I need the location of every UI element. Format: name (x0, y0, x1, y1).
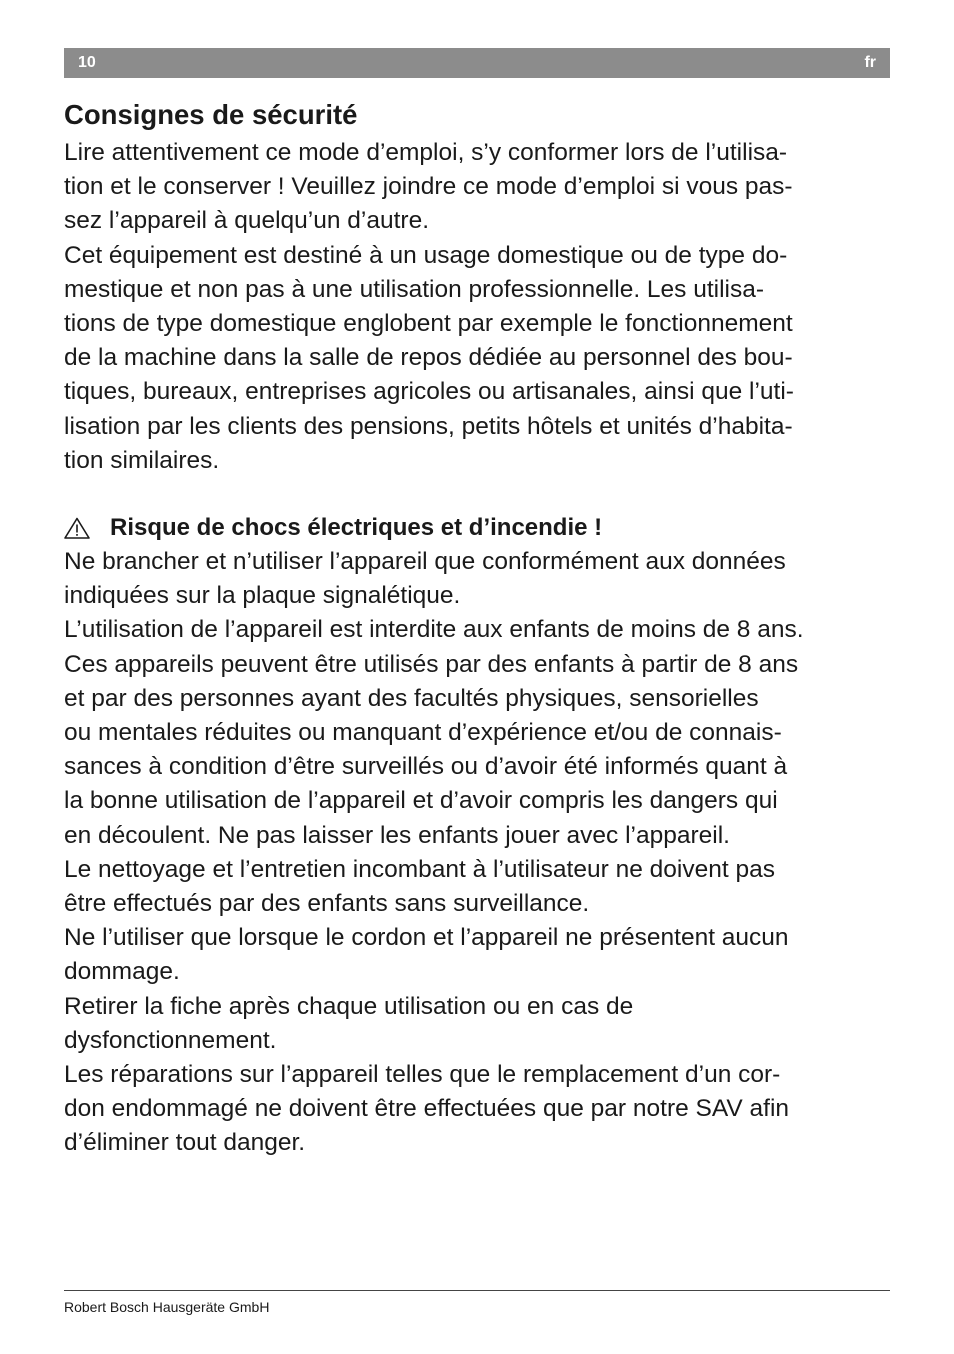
page-header-bar (64, 48, 890, 78)
intro-line: sez l’appareil à quelqu’un d’autre. (64, 207, 430, 235)
language-code: fr (864, 54, 876, 71)
warning-line: être effectués par des enfants sans surveillance. (64, 890, 590, 918)
intro-line: tions de type domestique englobent par exemple le fonctionnement (64, 310, 793, 338)
warning-text (64, 545, 894, 1161)
warning-line: Le nettoyage et l’entretien incombant à l’utilisateur ne doivent pas (64, 855, 775, 883)
main-content (64, 96, 894, 1161)
warning-line: Les réparations sur l’appareil telles que le remplacement d’un cor- (64, 1061, 781, 1089)
intro-line: tion et le conserver ! Veuillez joindre ce mode d’emploi si vous pas- (64, 173, 793, 201)
intro-line: Lire attentivement ce mode d’emploi, s’y conformer lors de l’utilisa- (64, 139, 788, 166)
warning-line: dommage. (64, 958, 180, 986)
warning-line: indiquées sur la plaque signalétique. (64, 582, 461, 610)
warning-line: sances à condition d’être surveillés ou d’avoir été informés quant à (64, 753, 788, 781)
intro-line: mestique et non pas à une utilisation professionnelle. Les utilisa- (64, 275, 765, 303)
warning-line: Ces appareils peuvent être utilisés par des enfants à partir de 8 ans (64, 650, 799, 678)
warning-line: d’éliminer tout danger. (64, 1129, 306, 1157)
warning-line: L’utilisation de l’appareil est interdite aux enfants de moins de 8 ans. (64, 616, 804, 644)
warning-line: en découlent. Ne pas laisser les enfants jouer avec l’appareil. (64, 821, 730, 849)
section-title: Consignes de sécurité (64, 99, 358, 130)
intro-text (64, 136, 894, 478)
warning-line: dysfonctionnement. (64, 1026, 277, 1054)
warning-line: Retirer la fiche après chaque utilisation ou en cas de (64, 992, 634, 1020)
warning-heading (64, 511, 894, 545)
page-number: 10 (78, 54, 96, 71)
warning-triangle-icon (64, 517, 90, 539)
intro-line: lisation par les clients des pensions, petits hôtels et unités d’habita- (64, 412, 793, 440)
warning-line: la bonne utilisation de l’appareil et d’avoir compris les dangers qui (64, 787, 778, 815)
intro-line: Cet équipement est destiné à un usage domestique ou de type do- (64, 241, 788, 269)
intro-line: tion similaires. (64, 446, 220, 474)
intro-line: tiques, bureaux, entreprises agricoles ou artisanales, ainsi que l’uti- (64, 378, 794, 406)
warning-line: Ne l’utiliser que lorsque le cordon et l’appareil ne présentent aucun (64, 924, 789, 952)
warning-line: et par des personnes ayant des facultés physiques, sensorielles (64, 684, 759, 712)
footer-divider (64, 1290, 890, 1291)
intro-line: de la machine dans la salle de repos dédiée au personnel des bou- (64, 344, 793, 372)
warning-line: ou mentales réduites ou manquant d’expérience et/ou de connais- (64, 719, 782, 747)
warning-line: don endommagé ne doivent être effectuées que par notre SAV afin (64, 1095, 790, 1123)
warning-line: Ne brancher et n’utiliser l’appareil que conformément aux données (64, 548, 786, 576)
footer-company: Robert Bosch Hausgeräte GmbH (64, 1299, 270, 1315)
warning-title: Risque de chocs électriques et d’incendie ! (110, 514, 603, 542)
